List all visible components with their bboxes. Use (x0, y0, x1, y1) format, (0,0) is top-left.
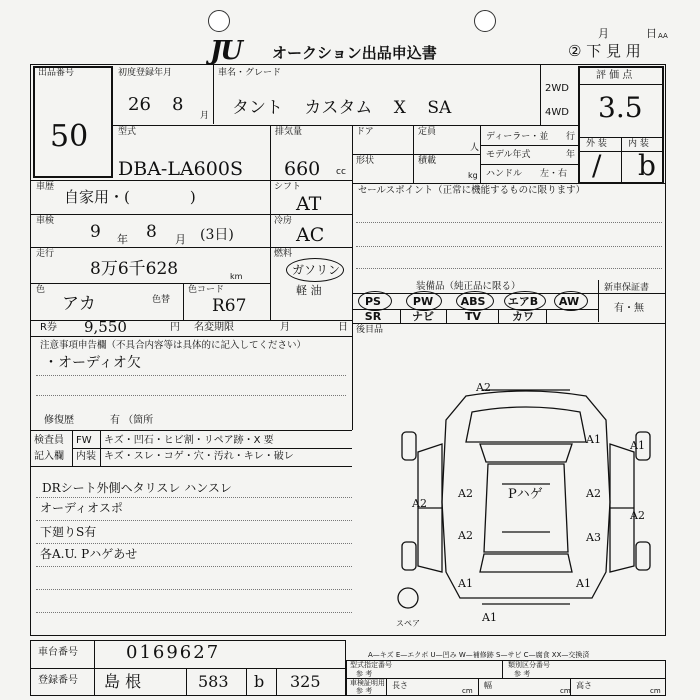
color-label: 色 (36, 285, 46, 295)
exterior-label: 外 装 (586, 139, 607, 149)
divider (480, 164, 578, 165)
inspector-note: オーディオスポ (40, 501, 123, 515)
equip-aw-circle (554, 291, 588, 311)
inspection-month: 8 (146, 222, 157, 242)
first-reg-month-unit: 月 (200, 111, 210, 121)
divider (30, 180, 352, 181)
color-code-label: 色コード (188, 285, 225, 295)
vehicle-length-label: 長さ (392, 681, 408, 690)
repair-label: 修復歴 (44, 415, 74, 426)
vehicle-cert-label1: 車検証明用 (350, 679, 385, 687)
fuel-circle (286, 258, 344, 282)
model-year-label: モデル年式 (486, 150, 531, 160)
interior-check-label: 内装 (76, 451, 96, 462)
damage-mark-paint: Pハゲ (508, 487, 543, 502)
divider (578, 84, 664, 85)
damage-mark: A2 (458, 487, 473, 500)
class-number-label1: 類別区分番号 (508, 661, 550, 669)
divider (480, 145, 578, 146)
equip-abs: ABS (460, 295, 486, 308)
inspector-label2: 記入欄 (34, 451, 64, 462)
divider (30, 214, 352, 215)
car-windshield (480, 444, 572, 462)
month-label: 月 (598, 27, 609, 40)
vehicle-width-unit: cm (560, 687, 571, 695)
damage-legend: A—キズ E—エクボ U—凹み W—補修跡 S—サビ C—腐食 XX—交換済 (368, 651, 590, 659)
displacement-unit: cc (336, 167, 346, 177)
history-value: 自家用・( ) (64, 188, 196, 206)
color-code: R67 (212, 296, 247, 316)
divider (183, 283, 184, 320)
wheel-rear-left (402, 542, 416, 570)
first-reg-label: 初度登録年月 (118, 68, 173, 78)
divider (598, 280, 599, 322)
damage-mark: A1 (482, 611, 497, 624)
damage-mark: A2 (630, 509, 645, 522)
inspection-month-unit: 月 (175, 233, 186, 246)
sales-point-label: セールスポイント（正常に機能するものに限ります） (358, 185, 586, 196)
doors-label: ドア (356, 127, 374, 137)
reg-due-month-unit: 月 (280, 322, 290, 333)
equip-pw: PW (412, 295, 434, 308)
inspection-year-unit: 年 (117, 233, 128, 246)
inspector-note: 下廻りS有 (40, 525, 97, 539)
divider (30, 668, 346, 669)
day-label: 日 (646, 27, 657, 40)
divider (100, 430, 101, 466)
vehicle-cert-label2: 参 考 (356, 687, 373, 695)
equip-ps: PS (365, 295, 381, 308)
color-change-label: 色替 (152, 295, 171, 305)
equip-airbag-circle (504, 291, 546, 311)
plate-number: 325 (290, 672, 321, 691)
divider (498, 309, 499, 323)
reg-due-label: 名変期限 (194, 322, 234, 333)
plate-hira: b (254, 672, 265, 691)
divider (276, 668, 277, 696)
first-reg-year: 26 (128, 94, 151, 115)
drive-4wd: 4WD (545, 107, 569, 118)
notes-value: ・オーディオ欠 (44, 355, 141, 371)
mileage-value: 8万6千628 (90, 259, 179, 279)
inspector-note: 各A.U. Pハゲあせ (40, 547, 138, 561)
divider (30, 430, 352, 431)
spare-label: スペア (396, 619, 420, 628)
recycle-label: R券 (40, 322, 57, 333)
color-value: アカ (62, 294, 96, 314)
divider (621, 137, 622, 184)
divider (30, 283, 270, 284)
divider (400, 309, 401, 323)
exterior-grade: / (592, 149, 602, 182)
divider (356, 222, 662, 223)
damage-mark: A2 (458, 529, 473, 542)
inspector-label1: 検査員 (34, 435, 64, 446)
fw-items: キズ・凹石・ヒビ割・リペア跡・X 要 (104, 435, 274, 446)
damage-mark: A1 (576, 577, 591, 590)
divider (36, 395, 346, 396)
reg-due-day-unit: 日 (338, 322, 348, 333)
displacement-label: 排気量 (275, 127, 303, 137)
model-code: DBA-LA600S (118, 158, 243, 180)
punch-hole-right (474, 10, 496, 32)
divider (546, 309, 547, 323)
chassis-label: 車台番号 (38, 647, 78, 658)
repair-value: 有 （箇所 (110, 415, 154, 426)
model-year-unit: 年 (566, 150, 576, 160)
equip-pw-circle (406, 291, 442, 311)
fuel-label: 燃料 (274, 249, 293, 259)
inspection-day: (3日) (200, 227, 234, 243)
chassis-number: 0169627 (126, 642, 221, 663)
grade-value: 3.5 (598, 91, 643, 124)
divider (72, 448, 352, 449)
car-hood (466, 407, 586, 442)
history-label: 車歴 (36, 182, 55, 192)
vehicle-height-unit: cm (650, 687, 661, 695)
interior-items: キズ・スレ・コゲ・穴・汚れ・キレ・破レ (104, 451, 294, 462)
wheel-rear-right (636, 542, 650, 570)
divider (186, 668, 187, 696)
divider (570, 678, 571, 696)
vehicle-length-unit: cm (462, 687, 473, 695)
fw-label: FW (76, 435, 92, 446)
divider (352, 183, 666, 184)
divider (36, 566, 352, 567)
vehicle-height-label: 高さ (576, 681, 592, 690)
form-title: オークション出品申込書 (272, 44, 437, 62)
damage-mark: A1 (586, 433, 601, 446)
divider (352, 154, 480, 155)
inspector-note: DRシート外側ヘタリスレ ハンスレ (42, 481, 232, 495)
punch-hole-left (208, 10, 230, 32)
divider (113, 125, 578, 126)
divider (30, 320, 352, 321)
divider (352, 323, 666, 324)
type-designation-label2: 参 考 (356, 670, 373, 678)
inspection-label: 車検 (36, 216, 55, 226)
model-code-label: 型式 (118, 127, 137, 137)
inspection-year: 9 (90, 222, 101, 242)
plate-label: 登録番号 (38, 675, 78, 686)
aa-label: AA (658, 32, 668, 40)
equip-ps-circle (358, 291, 392, 311)
divider (480, 125, 481, 183)
divider (356, 246, 662, 247)
divider (213, 64, 214, 124)
damage-mark: A2 (586, 487, 601, 500)
equip-tv: TV (464, 310, 482, 323)
model-name-label: 車名・グレード (218, 68, 282, 78)
dealer-label: ディーラー・並 (486, 132, 549, 142)
divider (30, 466, 352, 467)
vehicle-width-label: 幅 (484, 681, 492, 690)
divider (36, 612, 352, 613)
interior-label: 内 装 (628, 139, 649, 149)
mileage-unit: km (230, 272, 243, 281)
interior-grade: b (638, 149, 656, 182)
divider (30, 247, 352, 248)
divider (246, 668, 247, 696)
warranty-value: 有・無 (614, 303, 644, 314)
equip-sr: SR (364, 310, 382, 323)
divider (36, 543, 352, 544)
fuel-other: 軽 油 (296, 284, 322, 297)
type-designation-label1: 型式指定番号 (350, 661, 392, 669)
plate-class: 583 (198, 672, 229, 691)
class-number-label2: 参 考 (514, 670, 531, 678)
model-name: タント カスタム X SA (232, 98, 452, 118)
divider (540, 64, 541, 126)
divider (36, 520, 352, 521)
cooling-label: 冷房 (274, 216, 293, 226)
equip-abs-circle (456, 291, 494, 311)
damage-mark: A3 (586, 531, 601, 544)
grade-label: 評 価 点 (596, 70, 633, 81)
divider (270, 125, 271, 180)
ju-logo: JU (210, 36, 241, 66)
drive-2wd: 2WD (545, 83, 569, 94)
lot-number: 50 (50, 119, 89, 154)
capacity-unit: 人 (470, 143, 480, 153)
recycle-unit: 円 (170, 322, 180, 333)
shift-label: シフト (274, 182, 302, 192)
copy-label: ② 下 見 用 (568, 42, 641, 60)
equipment-label: 装備品（純正品に限る） (416, 281, 521, 292)
divider (36, 589, 352, 590)
fuel-value: ガソリン (292, 263, 341, 277)
load-label: 積載 (418, 156, 437, 166)
car-rear-window (480, 554, 572, 572)
divider (478, 678, 479, 696)
handle-label: ハンドル (486, 169, 523, 179)
damage-mark: A1 (630, 439, 645, 452)
divider (356, 268, 662, 269)
notes-label: 注意事項申告欄（不具合内容等は具体的に記入してください） (40, 340, 307, 351)
damage-mark: A1 (458, 577, 473, 590)
equip-navi: ナビ (412, 310, 434, 323)
divider (36, 375, 346, 376)
shape-label: 形状 (356, 156, 375, 166)
wheel-front-left (402, 432, 416, 460)
load-unit: kg (468, 171, 478, 180)
divider (446, 309, 447, 323)
divider (502, 660, 503, 678)
shift-value: AT (296, 193, 322, 215)
divider (346, 678, 666, 679)
divider (270, 180, 271, 320)
divider (30, 336, 352, 337)
recycle-value: 9,550 (84, 318, 127, 336)
divider (36, 497, 352, 498)
damage-mark: A2 (476, 381, 491, 394)
divider (386, 678, 387, 696)
cooling-value: AC (296, 224, 325, 246)
handle-value: 左・右 (540, 169, 568, 179)
warranty-label: 新車保証書 (604, 283, 650, 293)
equip-airbag: エアB (507, 295, 539, 308)
capacity-label: 定員 (418, 127, 437, 137)
divider (352, 180, 353, 430)
rear-seat-label: 後目品 (356, 325, 384, 335)
equip-leather: カワ (512, 310, 534, 323)
spare-tire (398, 588, 418, 608)
first-reg-month: 8 (172, 94, 184, 115)
equip-aw: AW (558, 295, 580, 308)
dealer-unit: 行 (566, 132, 576, 142)
plate-region: 島 根 (104, 672, 142, 691)
lot-label: 出品番号 (38, 68, 75, 78)
car-roof (484, 464, 568, 552)
mileage-label: 走行 (36, 249, 55, 259)
damage-mark: A2 (412, 497, 427, 510)
displacement: 660 (284, 158, 321, 180)
